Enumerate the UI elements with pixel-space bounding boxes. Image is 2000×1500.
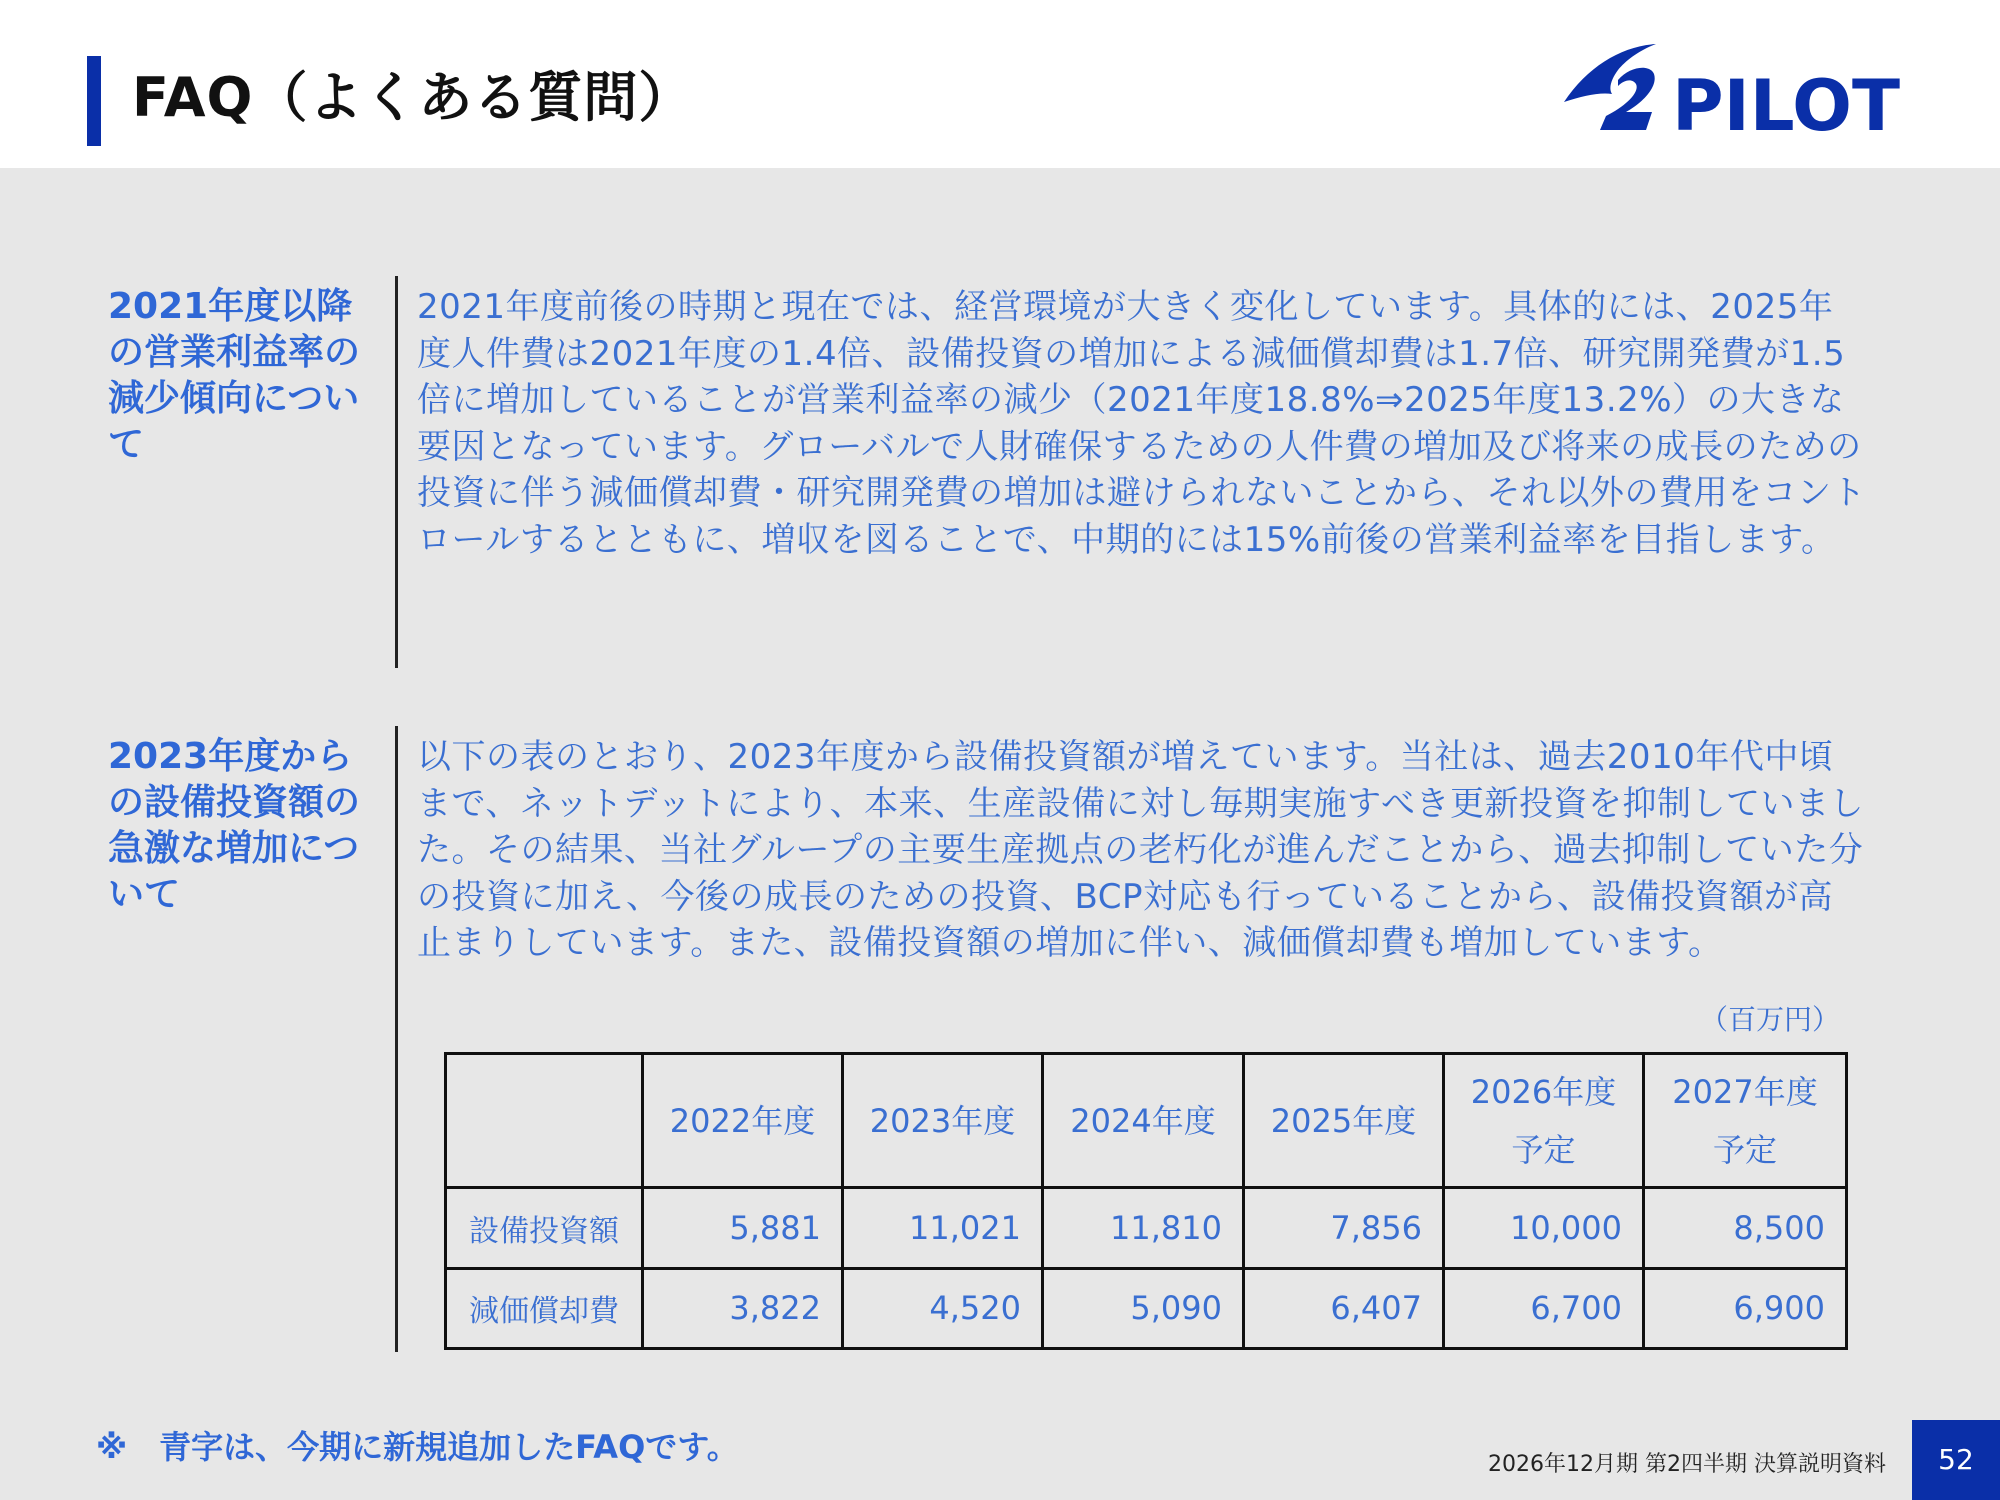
header-year: 2023年度 [869, 1101, 1016, 1140]
table-cell: 5,090 [1043, 1268, 1244, 1349]
faq-answer-2: 以下の表のとおり、2023年度から設備投資額が増えています。当社は、過去2010年代中頃まで、ネットデットにより、本来、生産設備に対し毎期実施すべき更新投資を抑制していました。その結果、当社グループの主要生産拠点の老朽化が進んだことから、過去抑制していた分の投資に加え、今後の成長のための投資、BCP対応も行っていることから、設備投資額が高止まりしています。また、設備投資額の増加に伴い、減価償却費も増加しています。 [417, 737, 1864, 963]
pilot-logo-icon [1560, 36, 1905, 136]
row-label-depreciation: 減価償却費 [446, 1268, 643, 1349]
table-cell: 10,000 [1444, 1188, 1644, 1269]
header-year: 2022年度 [669, 1101, 816, 1140]
pilot-logo [1560, 36, 1905, 136]
table-cell: 7,856 [1244, 1188, 1444, 1269]
slide-header [0, 0, 2000, 168]
table-cell: 11,810 [1043, 1188, 1244, 1269]
header-plan-note: 予定 [1511, 1130, 1576, 1169]
footnote-new-faq: ※ 青字は、今期に新規追加したFAQです。 [96, 1428, 739, 1466]
page-number: 52 [1938, 1443, 1974, 1476]
table-header-cell [843, 1054, 1043, 1188]
pilot-logo-text: PILOT [1672, 65, 1901, 136]
title-accent-bar [87, 56, 101, 146]
header-year: 2024年度 [1070, 1101, 1216, 1140]
faq-question-2: 2023年度からの設備投資額の急激な増加について [108, 736, 361, 915]
page-title: FAQ（よくある質問） [132, 66, 694, 129]
table-cell: 8,500 [1644, 1188, 1847, 1269]
row-label-capex: 設備投資額 [446, 1188, 643, 1269]
table-header-cell [1043, 1054, 1244, 1188]
table-header-cell [643, 1054, 843, 1188]
table-row [446, 1268, 1847, 1349]
table-unit-label: （百万円） [1700, 1003, 1841, 1036]
table-cell: 6,407 [1244, 1268, 1444, 1349]
table-corner-cell [446, 1054, 643, 1188]
table-header-cell [1244, 1054, 1444, 1188]
table-header-cell [1644, 1054, 1847, 1188]
faq-question-1: 2021年度以降の営業利益率の減少傾向について [108, 286, 361, 465]
table-cell: 4,520 [843, 1268, 1043, 1349]
faq-divider-1 [395, 276, 398, 668]
table-header-row [446, 1054, 1847, 1188]
table-cell: 3,822 [643, 1268, 843, 1349]
table-cell: 5,881 [643, 1188, 843, 1269]
page-number-box [1912, 1420, 2000, 1500]
table-cell: 11,021 [843, 1188, 1043, 1269]
document-label: 2026年12月期 第2四半期 決算説明資料 [1488, 1452, 1886, 1477]
header-year: 2025年度 [1270, 1101, 1417, 1140]
faq-answer-1: 2021年度前後の時期と現在では、経営環境が大きく変化しています。具体的には、2025年度人件費は2021年度の1.4倍、設備投資の増加による減価償却費は1.7倍、研究開発費が1.5倍に増加していることが営業利益率の減少（2021年度18.8%⇒2025年度13.2%）の大きな要因となっています。グローバルで人財確保するための人件費の増加及び将来の成長のための投資に伴う減価償却費・研究開発費の増加は避けられないことから、それ以外の費用をコントロールするとともに、増収を図ることで、中期的には15%前後の営業利益率を目指します。 [417, 287, 1866, 560]
header-plan-note: 予定 [1712, 1130, 1777, 1169]
table-cell: 6,900 [1644, 1268, 1847, 1349]
capex-depreciation-table [444, 1052, 1848, 1350]
faq-divider-2 [395, 726, 398, 1352]
table-cell: 6,700 [1444, 1268, 1644, 1349]
table-header-cell [1444, 1054, 1644, 1188]
header-year: 2027年度 [1672, 1072, 1818, 1111]
header-year: 2026年度 [1470, 1072, 1617, 1111]
table-row [446, 1188, 1847, 1269]
